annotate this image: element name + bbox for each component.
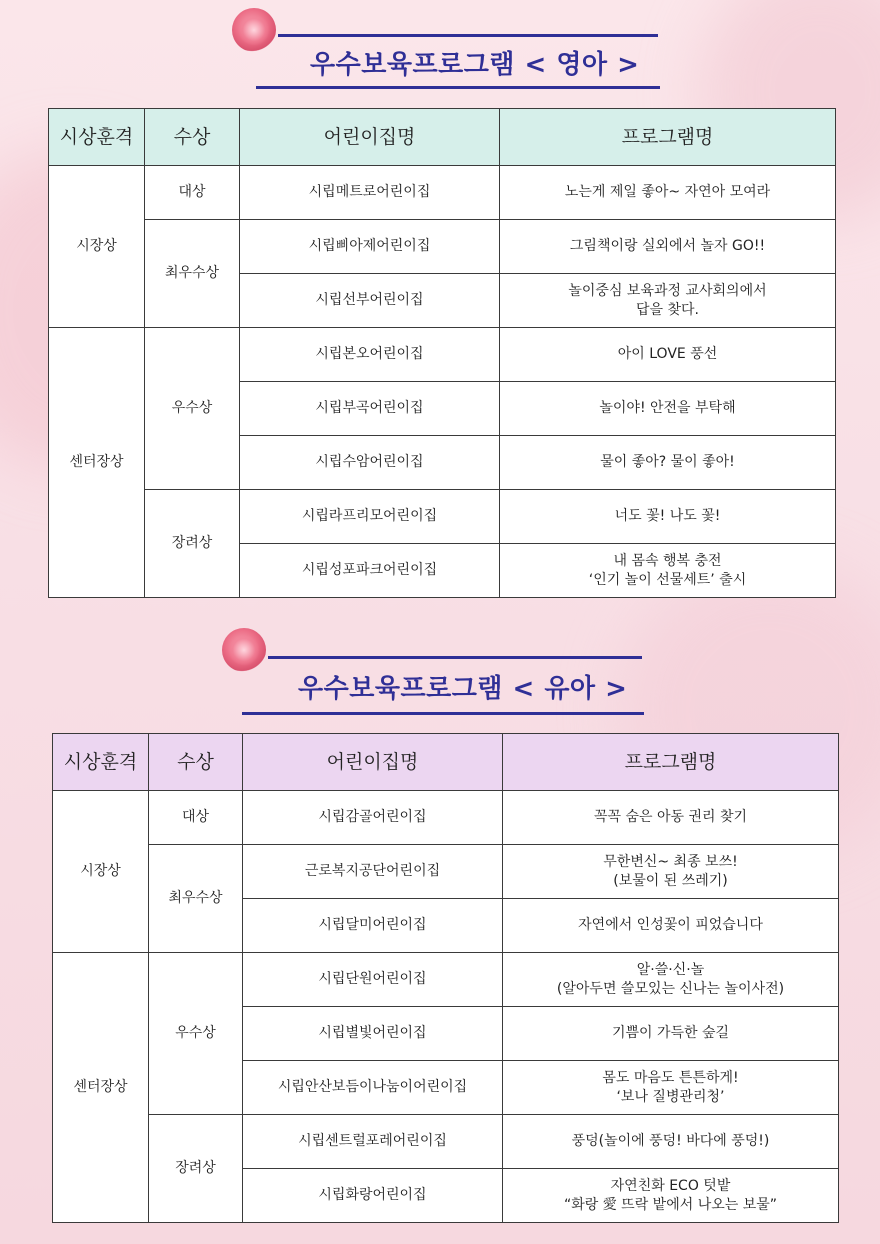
title-top-bar xyxy=(268,656,642,659)
program-cell: 너도 꽃! 나도 꽃! xyxy=(500,490,836,544)
program-cell: 자연에서 인성꽃이 피었습니다 xyxy=(503,899,839,953)
award-level-cell: 시장상 xyxy=(49,166,145,328)
award-cell: 최우수상 xyxy=(145,220,240,328)
table-row xyxy=(49,490,836,544)
title-bottom-bar xyxy=(256,86,660,89)
award-cell: 우수상 xyxy=(145,328,240,490)
program-cell: 자연친화 ECO 텃밭 “화랑 愛 뜨락 밭에서 나오는 보물” xyxy=(503,1169,839,1223)
table-row xyxy=(53,845,839,899)
table-header-row xyxy=(49,109,836,166)
table-row xyxy=(49,328,836,382)
program-cell: 그림책이랑 실외에서 놀자 GO!! xyxy=(500,220,836,274)
program-cell: 몸도 마음도 튼튼하게! ‘보나 질병관리청’ xyxy=(503,1061,839,1115)
header-center: 어린이집명 xyxy=(243,734,503,791)
carnation-icon xyxy=(222,628,266,672)
program-cell: 노는게 제일 좋아~ 자연아 모여라 xyxy=(500,166,836,220)
award-cell: 대상 xyxy=(149,791,243,845)
program-cell: 내 몸속 행복 충전 ‘인기 놀이 선물세트’ 출시 xyxy=(500,544,836,598)
center-cell: 시립선부어린이집 xyxy=(240,274,500,328)
center-cell: 시립메트로어린이집 xyxy=(240,166,500,220)
program-cell: 놀이중심 보육과정 교사회의에서 답을 찾다. xyxy=(500,274,836,328)
carnation-icon xyxy=(232,8,276,52)
award-cell: 장려상 xyxy=(145,490,240,598)
title-bottom-bar xyxy=(242,712,644,715)
header-award: 수상 xyxy=(149,734,243,791)
table-row xyxy=(49,166,836,220)
program-cell: 풍덩(놀이에 풍덩! 바다에 풍덩!) xyxy=(503,1115,839,1169)
header-award-level: 시상훈격 xyxy=(53,734,149,791)
table-row xyxy=(53,953,839,1007)
center-cell: 시립본오어린이집 xyxy=(240,328,500,382)
table-row xyxy=(49,220,836,274)
award-table-toddler xyxy=(52,733,839,1223)
program-cell: 아이 LOVE 풍선 xyxy=(500,328,836,382)
center-cell: 시립달미어린이집 xyxy=(243,899,503,953)
center-cell: 시립센트럴포레어린이집 xyxy=(243,1115,503,1169)
section-title-infant xyxy=(228,4,668,96)
award-level-cell: 센터장상 xyxy=(49,328,145,598)
program-cell: 기쁨이 가득한 숲길 xyxy=(503,1007,839,1061)
program-cell: 물이 좋아? 물이 좋아! xyxy=(500,436,836,490)
award-cell: 장려상 xyxy=(149,1115,243,1223)
header-program: 프로그램명 xyxy=(503,734,839,791)
header-program: 프로그램명 xyxy=(500,109,836,166)
program-cell: 꼭꼭 숨은 아동 권리 찾기 xyxy=(503,791,839,845)
center-cell: 시립화랑어린이집 xyxy=(243,1169,503,1223)
program-cell: 알·쓸·신·놀 (알아두면 쓸모있는 신나는 놀이사전) xyxy=(503,953,839,1007)
section-title: 우수보육프로그램 < 영아 > xyxy=(310,50,640,80)
award-cell: 최우수상 xyxy=(149,845,243,953)
center-cell: 시립별빛어린이집 xyxy=(243,1007,503,1061)
center-cell: 시립라프리모어린이집 xyxy=(240,490,500,544)
header-center: 어린이집명 xyxy=(240,109,500,166)
award-level-cell: 센터장상 xyxy=(53,953,149,1223)
section-title-toddler xyxy=(218,626,658,718)
center-cell: 시립안산보듬이나눔이어린이집 xyxy=(243,1061,503,1115)
header-award: 수상 xyxy=(145,109,240,166)
center-cell: 시립감골어린이집 xyxy=(243,791,503,845)
program-cell: 무한변신~ 최종 보쓰! (보물이 된 쓰레기) xyxy=(503,845,839,899)
center-cell: 시립삐아제어린이집 xyxy=(240,220,500,274)
center-cell: 시립단원어린이집 xyxy=(243,953,503,1007)
center-cell: 시립수암어린이집 xyxy=(240,436,500,490)
award-level-cell: 시장상 xyxy=(53,791,149,953)
award-table-infant xyxy=(48,108,836,598)
award-cell: 우수상 xyxy=(149,953,243,1115)
header-award-level: 시상훈격 xyxy=(49,109,145,166)
table-row xyxy=(53,791,839,845)
center-cell: 시립부곡어린이집 xyxy=(240,382,500,436)
center-cell: 근로복지공단어린이집 xyxy=(243,845,503,899)
program-cell: 놀이야! 안전을 부탁해 xyxy=(500,382,836,436)
table-header-row xyxy=(53,734,839,791)
award-cell: 대상 xyxy=(145,166,240,220)
table-row xyxy=(53,1115,839,1169)
section-title: 우수보육프로그램 < 유아 > xyxy=(298,674,628,704)
title-top-bar xyxy=(278,34,658,37)
center-cell: 시립성포파크어린이집 xyxy=(240,544,500,598)
